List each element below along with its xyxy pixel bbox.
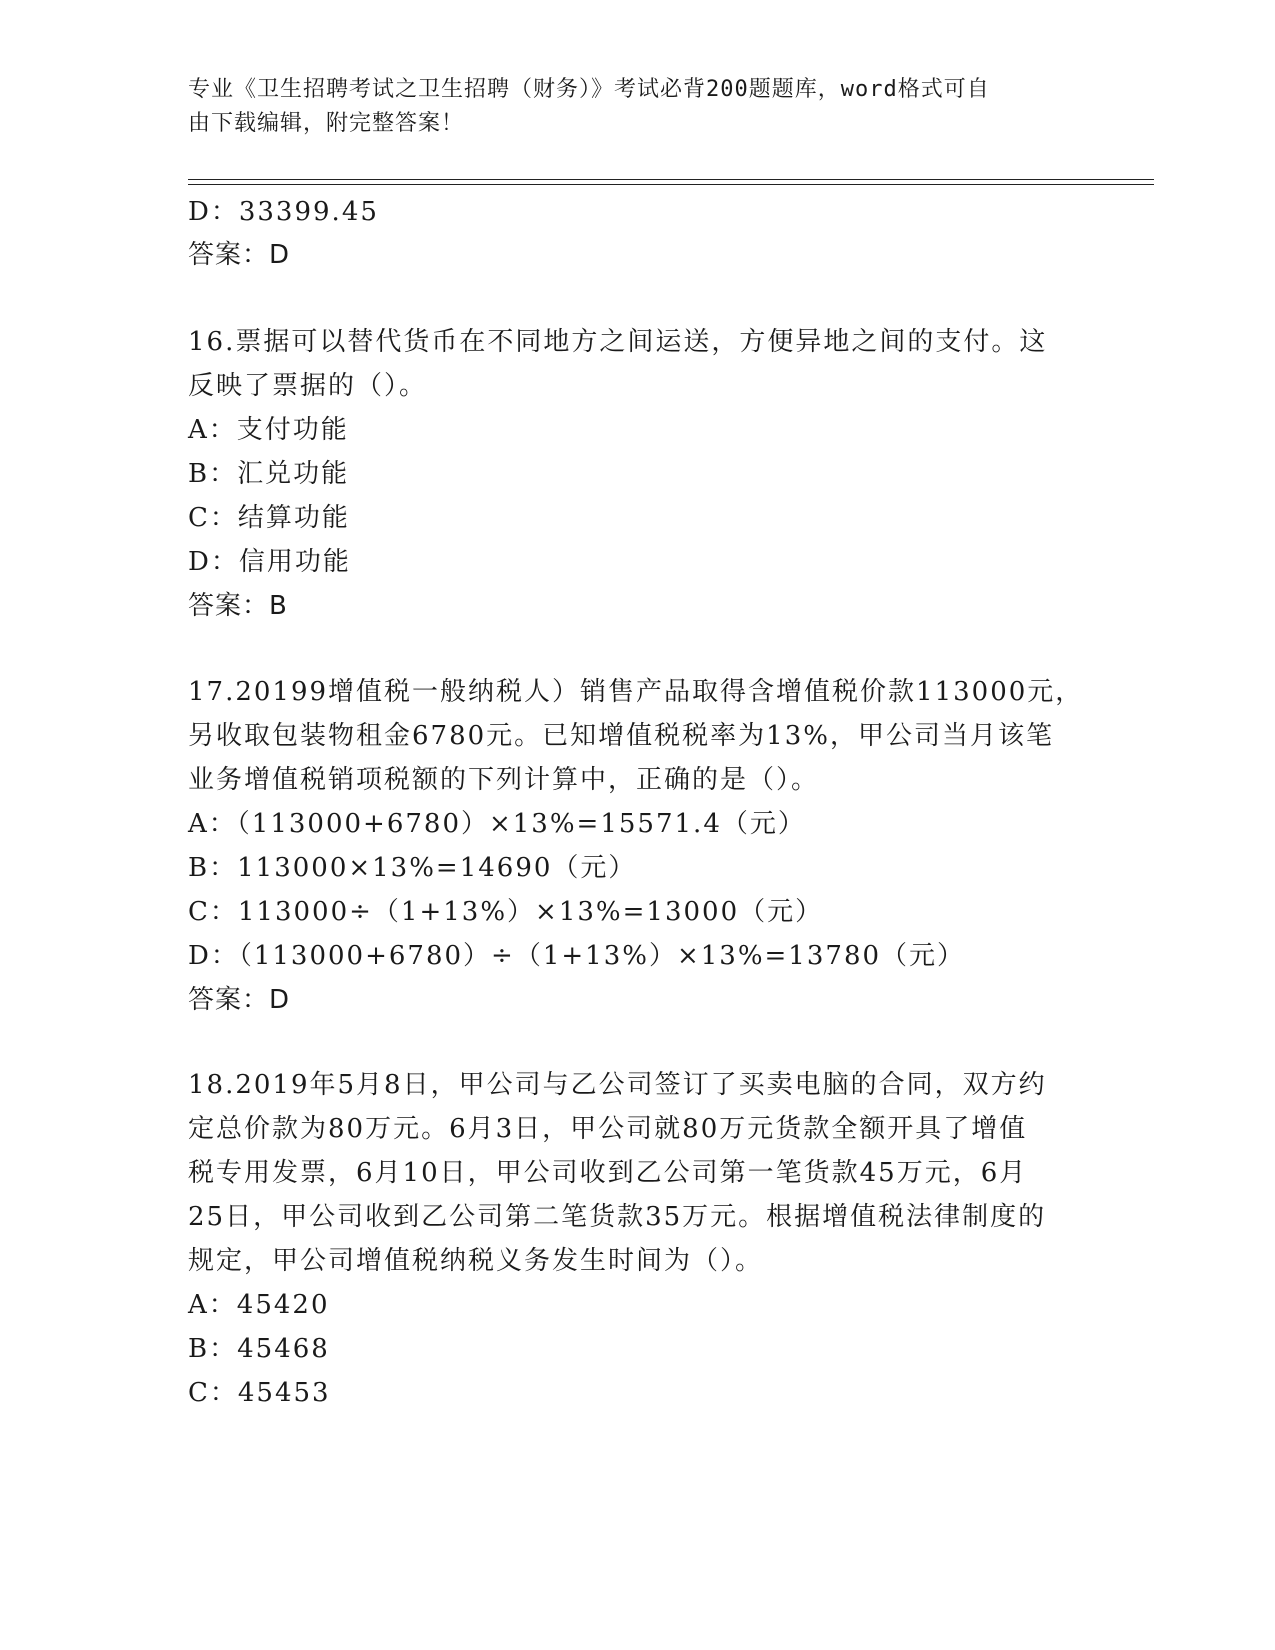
- q16-option-b: B：汇兑功能: [188, 459, 350, 489]
- q17-option-b: B：113000×13%=14690（元）: [188, 853, 637, 883]
- header-divider-bottom: [188, 184, 1154, 185]
- q17-stem-line-2: 另收取包装物租金6780元。已知增值税税率为13%，甲公司当月该笔: [188, 721, 1054, 751]
- prev-answer: 答案：D: [188, 240, 291, 270]
- q16-option-a: A：支付功能: [188, 415, 349, 445]
- q18-stem-line-1: 18.2019年5月8日，甲公司与乙公司签订了买卖电脑的合同，双方约: [188, 1070, 1047, 1100]
- q17-option-a: A：（113000+6780）×13%=15571.4（元）: [188, 809, 806, 839]
- q18-stem-line-5: 规定，甲公司增值税纳税义务发生时间为（）。: [188, 1246, 764, 1276]
- q16-answer: 答案：B: [188, 591, 288, 621]
- q18-option-c: C：45453: [188, 1378, 331, 1408]
- page-header: [188, 73, 1068, 141]
- header-divider-top: [188, 179, 1154, 180]
- q16-stem-line-1: 16.票据可以替代货币在不同地方之间运送，方便异地之间的支付。这: [188, 327, 1048, 357]
- header-line-1: 专业《卫生招聘考试之卫生招聘（财务）》考试必背200题题库，word格式可自: [188, 77, 990, 102]
- q16-option-c: C：结算功能: [188, 503, 350, 533]
- q17-stem-line-1: 17.20199增值税一般纳税人）销售产品取得含增值税价款113000元，: [188, 677, 1084, 707]
- q16-stem-line-2: 反映了票据的（）。: [188, 371, 428, 401]
- prev-option-d: D：33399.45: [188, 197, 379, 227]
- q17-option-c: C：113000÷（1+13%）×13%=13000（元）: [188, 897, 824, 927]
- q18-stem-line-4: 25日，甲公司收到乙公司第二笔货款35万元。根据增值税法律制度的: [188, 1202, 1047, 1232]
- q18-stem-line-3: 税专用发票，6月10日，甲公司收到乙公司第一笔货款45万元，6月: [188, 1158, 1028, 1188]
- q16-option-d: D：信用功能: [188, 547, 351, 577]
- q17-stem-line-3: 业务增值税销项税额的下列计算中，正确的是（）。: [188, 765, 820, 795]
- q17-answer: 答案：D: [188, 985, 291, 1015]
- header-line-2: 由下载编辑，附完整答案！: [188, 111, 465, 136]
- q17-option-d: D：（113000+6780）÷（1+13%）×13%=13780（元）: [188, 941, 966, 971]
- q18-stem-line-2: 定总价款为80万元。6月3日，甲公司就80万元货款全额开具了增值: [188, 1114, 1028, 1144]
- q18-option-b: B：45468: [188, 1334, 330, 1364]
- q18-option-a: A：45420: [188, 1290, 330, 1320]
